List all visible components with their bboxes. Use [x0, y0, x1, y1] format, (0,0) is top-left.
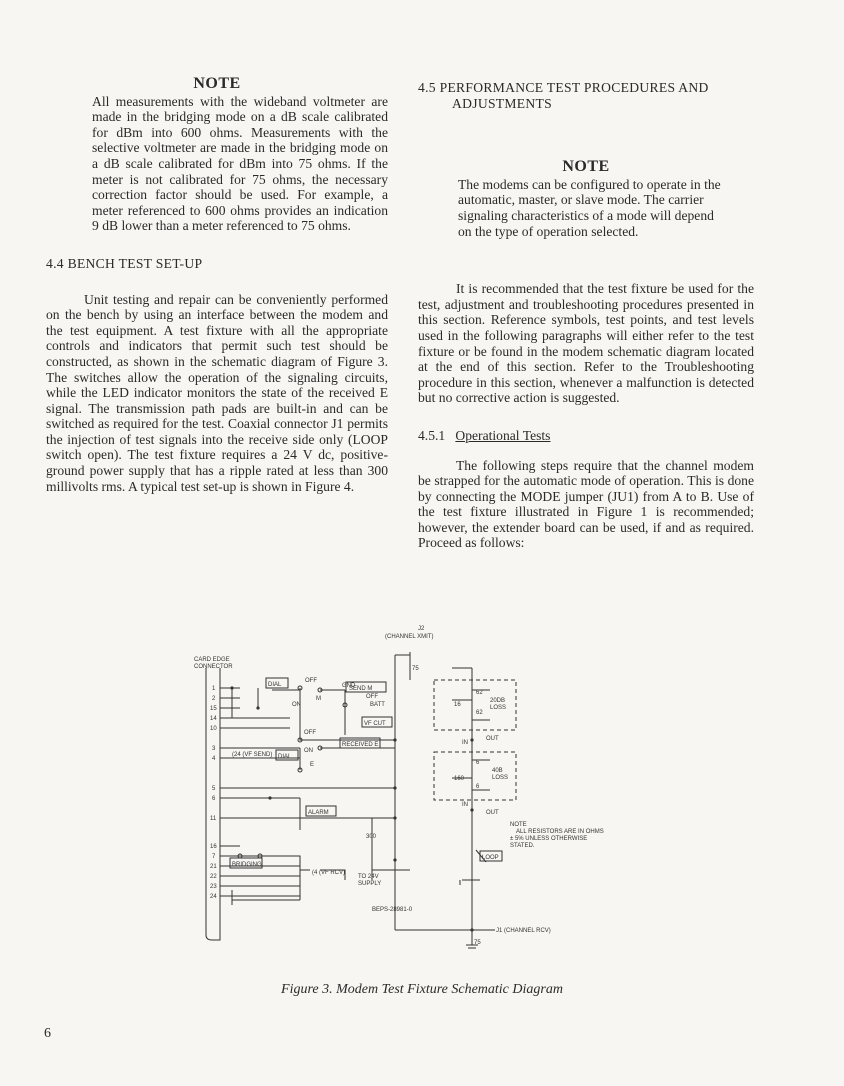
pin-2: 2: [212, 696, 216, 702]
card-edge-label-2: CONNECTOR: [194, 664, 233, 670]
pin-6: 6: [212, 796, 216, 802]
drawing-number: BEPS-28981-0: [372, 907, 413, 913]
section-4-5-1-title: Operational Tests: [455, 427, 551, 443]
pin-15: 15: [210, 706, 217, 712]
page-number: 6: [44, 1026, 51, 1041]
r160-label: 160: [454, 776, 465, 782]
dial-top-label: DIAL: [268, 682, 282, 688]
pad-40db-loss-label: LOSS: [492, 775, 509, 781]
section-4-5-body: It is recommended that the test fixture be used for the test, adjustment and troubleshooting procedures presented in this section. Reference symbols, test points, and test levels used in the following paragraphs will either refer to the test fixture or be found in the modem schematic diagram located at the end of this section. Refer to the Troubleshooting procedure in this section, whenever a malfunction is detected but no corrective action is suggested.: [418, 281, 754, 406]
schematic-note-line-3: STATED.: [510, 843, 535, 849]
vf-rcv-label: (4 (VF RCV): [312, 870, 345, 876]
alarm-label: ALARM: [308, 810, 329, 816]
left-note-title: NOTE: [193, 75, 241, 92]
schematic-note-line-1: ALL RESISTORS ARE IN OHMS: [516, 829, 604, 835]
vf-send-label: (24 (VF SEND): [232, 752, 273, 758]
pin-16: 16: [210, 844, 217, 850]
to-24v-label-1: TO 24V: [358, 874, 379, 880]
r300-label: 300: [366, 834, 377, 840]
card-edge-label-1: CARD EDGE: [194, 657, 230, 663]
pin-22: 22: [210, 874, 217, 880]
section-4-5-1-body: The following steps require that the channel modem be strapped for the automatic mode of operation. This is done by connecting the MODE jumper (JU1) from A to B. Use of the test fixture illustrated in Figure 1 is recommended; however, the extender board can be used, if and as required. Proceed as follows:: [418, 457, 754, 551]
pad-20db-loss-label: LOSS: [490, 705, 507, 711]
off-top-label: OFF: [305, 678, 317, 684]
pin-5: 5: [212, 786, 216, 792]
r62b-label: 62: [476, 710, 483, 716]
j2-label: J2: [418, 626, 425, 632]
off-batt-label: OFF: [366, 694, 378, 700]
in2-label: IN: [462, 802, 468, 808]
received-e-label: RECEIVED E: [342, 742, 379, 748]
in1-label: IN: [462, 740, 468, 746]
r16-label: 16: [454, 702, 461, 708]
pin-21: 21: [210, 864, 217, 870]
r62a-label: 62: [476, 690, 483, 696]
pin-23: 23: [210, 884, 217, 890]
figure-caption: Figure 3. Modem Test Fixture Schematic Diagram: [281, 982, 563, 997]
bridging-label: BRIDGING: [232, 862, 262, 868]
to-24v-label-2: SUPPLY: [358, 881, 382, 887]
j1-label: J1 (CHANNEL RCV): [496, 928, 551, 934]
section-4-5-heading-line2: ADJUSTMENTS: [452, 95, 552, 111]
on-mid-label: ON: [304, 748, 313, 754]
gnd-label: GND: [342, 683, 356, 689]
schematic-note-line-2: ± 5% UNLESS OTHERWISE: [510, 836, 588, 842]
pin-7: 7: [212, 854, 216, 860]
pad-20db-label: 20DB: [490, 698, 506, 704]
m-label: M: [316, 696, 321, 702]
pin-14: 14: [210, 716, 217, 722]
pin-1: 1: [212, 686, 216, 692]
vf-cut-label: VF CUT: [364, 721, 386, 727]
pin-11: 11: [210, 816, 217, 822]
section-4-4-body: Unit testing and repair can be conveniently performed on the bench by using an interface between the modem and the test equipment. A test fixture with all the appropriate controls and indicators that permit such test should be constructed, as shown in the schematic diagram of Figure 3. The switches allow the operation of the signaling circuits, while the LED indicator monitors the state of the received E signal. The transmission path pads are built-in and can be switched as required for the test. Coaxial connector J1 permits the injection of test signals into the receive side only (LOOP switch open). The test fixture requires a 24 V dc, positive-ground power supply that has a ripple rated at less than 300 millivolts rms. A typical test set-up is shown in Figure 4.: [46, 291, 388, 494]
loop-label: LOOP: [482, 855, 499, 861]
right-note-body: The modems can be configured to operate in the automatic, master, or slave mode. The carrier signaling characteristics of a mode will depend on the type of operation selected.: [458, 176, 721, 239]
left-note-body: All measurements with the wideband voltmeter are made in the bridging mode on a dB scale calibrated for dBm into 600 ohms. Measurements with the selective voltmeter are made in the bridging mode on a dB scale calibrated for dBm into 75 ohms. If the meter is not calibrated for 75 ohms, the necessary correction factor should be used. For example, a meter referenced to 600 ohms provides an indication 9 dB lower than a meter referenced to 75 ohms.: [92, 93, 388, 234]
pin-24: 24: [210, 894, 217, 900]
send-m-label: SEND M: [349, 686, 373, 692]
r6b-label: 6: [476, 784, 480, 790]
pin-10: 10: [210, 726, 217, 732]
section-4-5-1-number: 4.5.1: [418, 427, 446, 443]
j2-sub: (CHANNEL XMIT): [385, 634, 434, 640]
e-label: E: [310, 762, 315, 768]
out1-label: OUT: [486, 736, 499, 742]
pad-40db-label: 40B: [492, 768, 503, 774]
schematic-note-title: NOTE: [510, 822, 527, 828]
right-note-title: NOTE: [562, 158, 610, 176]
off-mid-label: OFF: [304, 730, 316, 736]
batt-label: BATT: [370, 702, 385, 708]
out2-label: OUT: [486, 810, 499, 816]
r6a-label: 6: [476, 760, 480, 766]
section-4-5-heading-line1: 4.5 PERFORMANCE TEST PROCEDURES AND: [418, 80, 709, 95]
pin-4: 4: [212, 756, 216, 762]
section-4-4-heading: 4.4 BENCH TEST SET-UP: [46, 255, 203, 271]
r75-top-label: 75: [412, 666, 419, 672]
dial-mid-label: DIAL: [278, 754, 292, 760]
on-top-label: ON: [292, 702, 301, 708]
r75-bottom-label: 75: [474, 940, 481, 946]
pin-3: 3: [212, 746, 216, 752]
